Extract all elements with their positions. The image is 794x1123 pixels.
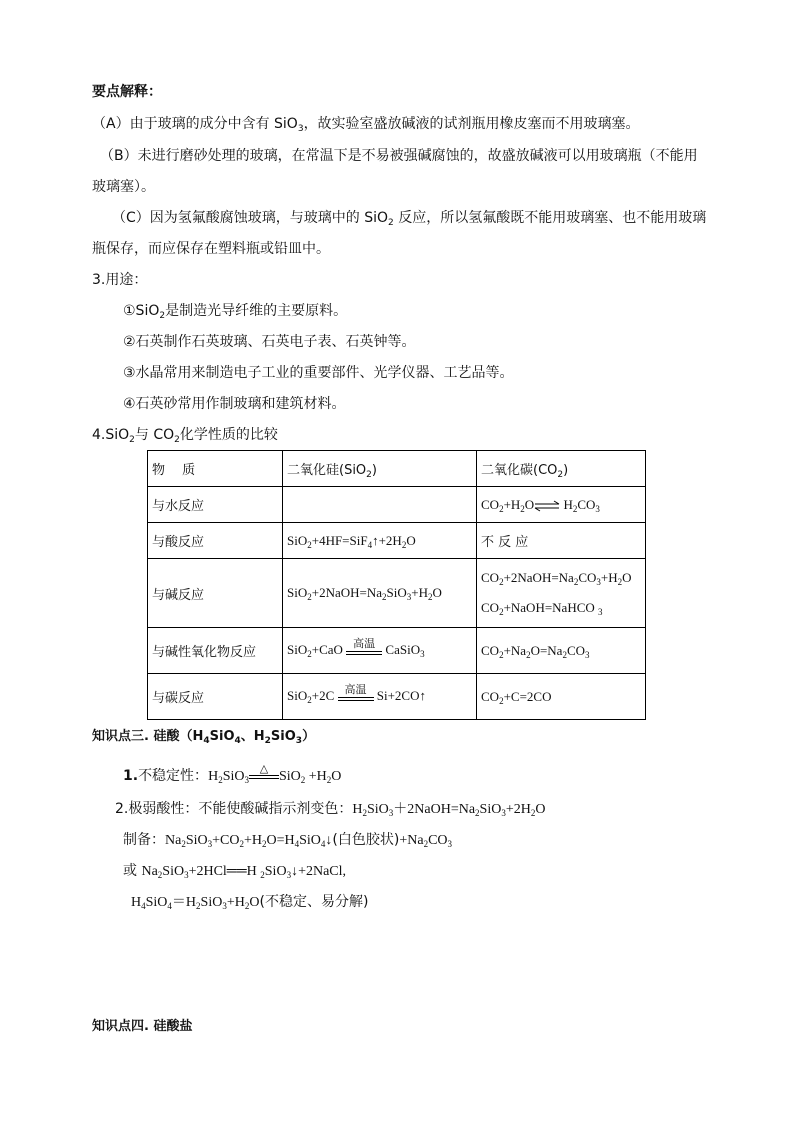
row-label-water: 与水反应 [148, 487, 283, 523]
cell-co2-acid: 不 反 应 [477, 523, 646, 559]
comparison-table [147, 450, 646, 720]
explanation-b-line2: 玻璃塞）。 [92, 179, 155, 195]
high-temp-condition: 高温 [338, 691, 374, 705]
cell-sio2-base: $SiO_2+2NaOH=Na_2SiO_3+H_2O$ [283, 559, 477, 628]
comparison-title: 4.SiO$_2$与 $CO_2$化学性质的比较 [92, 427, 278, 445]
table-row [148, 559, 646, 628]
use-item-4: ④石英砂常用作制玻璃和建筑材料。 [123, 396, 346, 412]
header-cell-sio2: 二氧化硅(SiO$_2$) [283, 451, 477, 487]
cell-sio2-water [283, 487, 477, 523]
decomposition-line: $H_4SiO_4=H_2SiO_3+H_2O$(不稳定、易分解) [131, 894, 369, 911]
weak-acid-line: 2.极弱酸性：不能使酸碱指示剂变色：$H_2SiO_3+2NaOH=Na_2SiO_3+2H_2O$ [115, 801, 546, 818]
use-item-3: ③水晶常用来制造电子工业的重要部件、光学仪器、工艺品等。 [123, 365, 514, 381]
cell-co2-basic-oxide: $CO_2+Na_2O=Na_2CO_3$ [477, 628, 646, 674]
section-heading: 要点解释： [92, 84, 162, 100]
header-cell-substance: 物 质 [148, 451, 283, 487]
heat-condition: △ [249, 769, 279, 783]
explanation-c-line1: （C）因为氢氟酸腐蚀玻璃，与玻璃中的 SiO$_2$ 反应，所以氢氟酸既不能用玻璃塞、也不能用玻璃 [112, 210, 707, 228]
table-row [148, 628, 646, 674]
table-row [148, 523, 646, 559]
header-cell-co2: 二氧化碳$(CO_2)$ [477, 451, 646, 487]
use-item-1: ①SiO$_2$是制造光导纤维的主要原料。 [123, 303, 348, 321]
uses-title: 3.用途： [92, 272, 148, 288]
preparation-line: 制备：$Na_2SiO_3+CO_2+H_2O=H_4SiO_4↓$(白色胶状)$+Na_2CO_3$ [123, 832, 453, 849]
explanation-c-line2: 瓶保存，而应保存在塑料瓶或铅皿中。 [92, 241, 330, 257]
cell-co2-water: $CO_2+H_2O$ $H_2CO_3$ [477, 487, 646, 523]
cell-sio2-carbon: SiO$_2$+2C 高温 Si+2CO↑ [283, 674, 477, 720]
cell-co2-carbon: $CO_2+C=2CO$ [477, 674, 646, 720]
row-label-basic-oxide: 与碱性氧化物反应 [148, 628, 283, 674]
knowledge-point-4-title: 知识点四. 硅酸盐 [92, 1019, 193, 1034]
preparation-alt-line: 或 $Na_2SiO_3+2HCl══H$ $_2$SiO$_3$↓+2NaCl, [123, 863, 347, 880]
explanation-b-line1: （B）未进行磨砂处理的玻璃，在常温下是不易被强碱腐蚀的，故盛放碱液可以用玻璃瓶（不能用 [100, 148, 698, 164]
table-row [148, 674, 646, 720]
cell-sio2-acid: $SiO_2+4HF=SiF_4↑+2H_2O$ [283, 523, 477, 559]
use-item-2: ②石英制作石英玻璃、石英电子表、石英钟等。 [123, 334, 416, 350]
knowledge-point-3-title: 知识点三. 硅酸（$H_4SiO_4$、$H_2SiO_3$） [92, 729, 316, 746]
cell-co2-base: $CO_2+2NaOH=Na_2CO_3+H_2O$ $CO_2+NaOH=NaHCO$ $_3$ [477, 559, 646, 628]
explanation-a: （A）由于玻璃的成分中含有 SiO$_3$，故实验室盛放碱液的试剂瓶用橡皮塞而不用玻璃塞。 [92, 116, 640, 134]
table-header-row [148, 451, 646, 487]
high-temp-condition: 高温 [346, 645, 382, 659]
row-label-carbon: 与碳反应 [148, 674, 283, 720]
equilibrium-arrow-icon [534, 500, 560, 512]
row-label-base: 与碱反应 [148, 559, 283, 628]
instability-line: 1.不稳定性：$H_2SiO_3$ △ $SiO_2 +H_2O$ [123, 762, 342, 785]
row-label-acid: 与酸反应 [148, 523, 283, 559]
cell-sio2-basic-oxide: SiO$_2$+CaO 高温 CaSiO$_3$ [283, 628, 477, 674]
table-row [148, 487, 646, 523]
